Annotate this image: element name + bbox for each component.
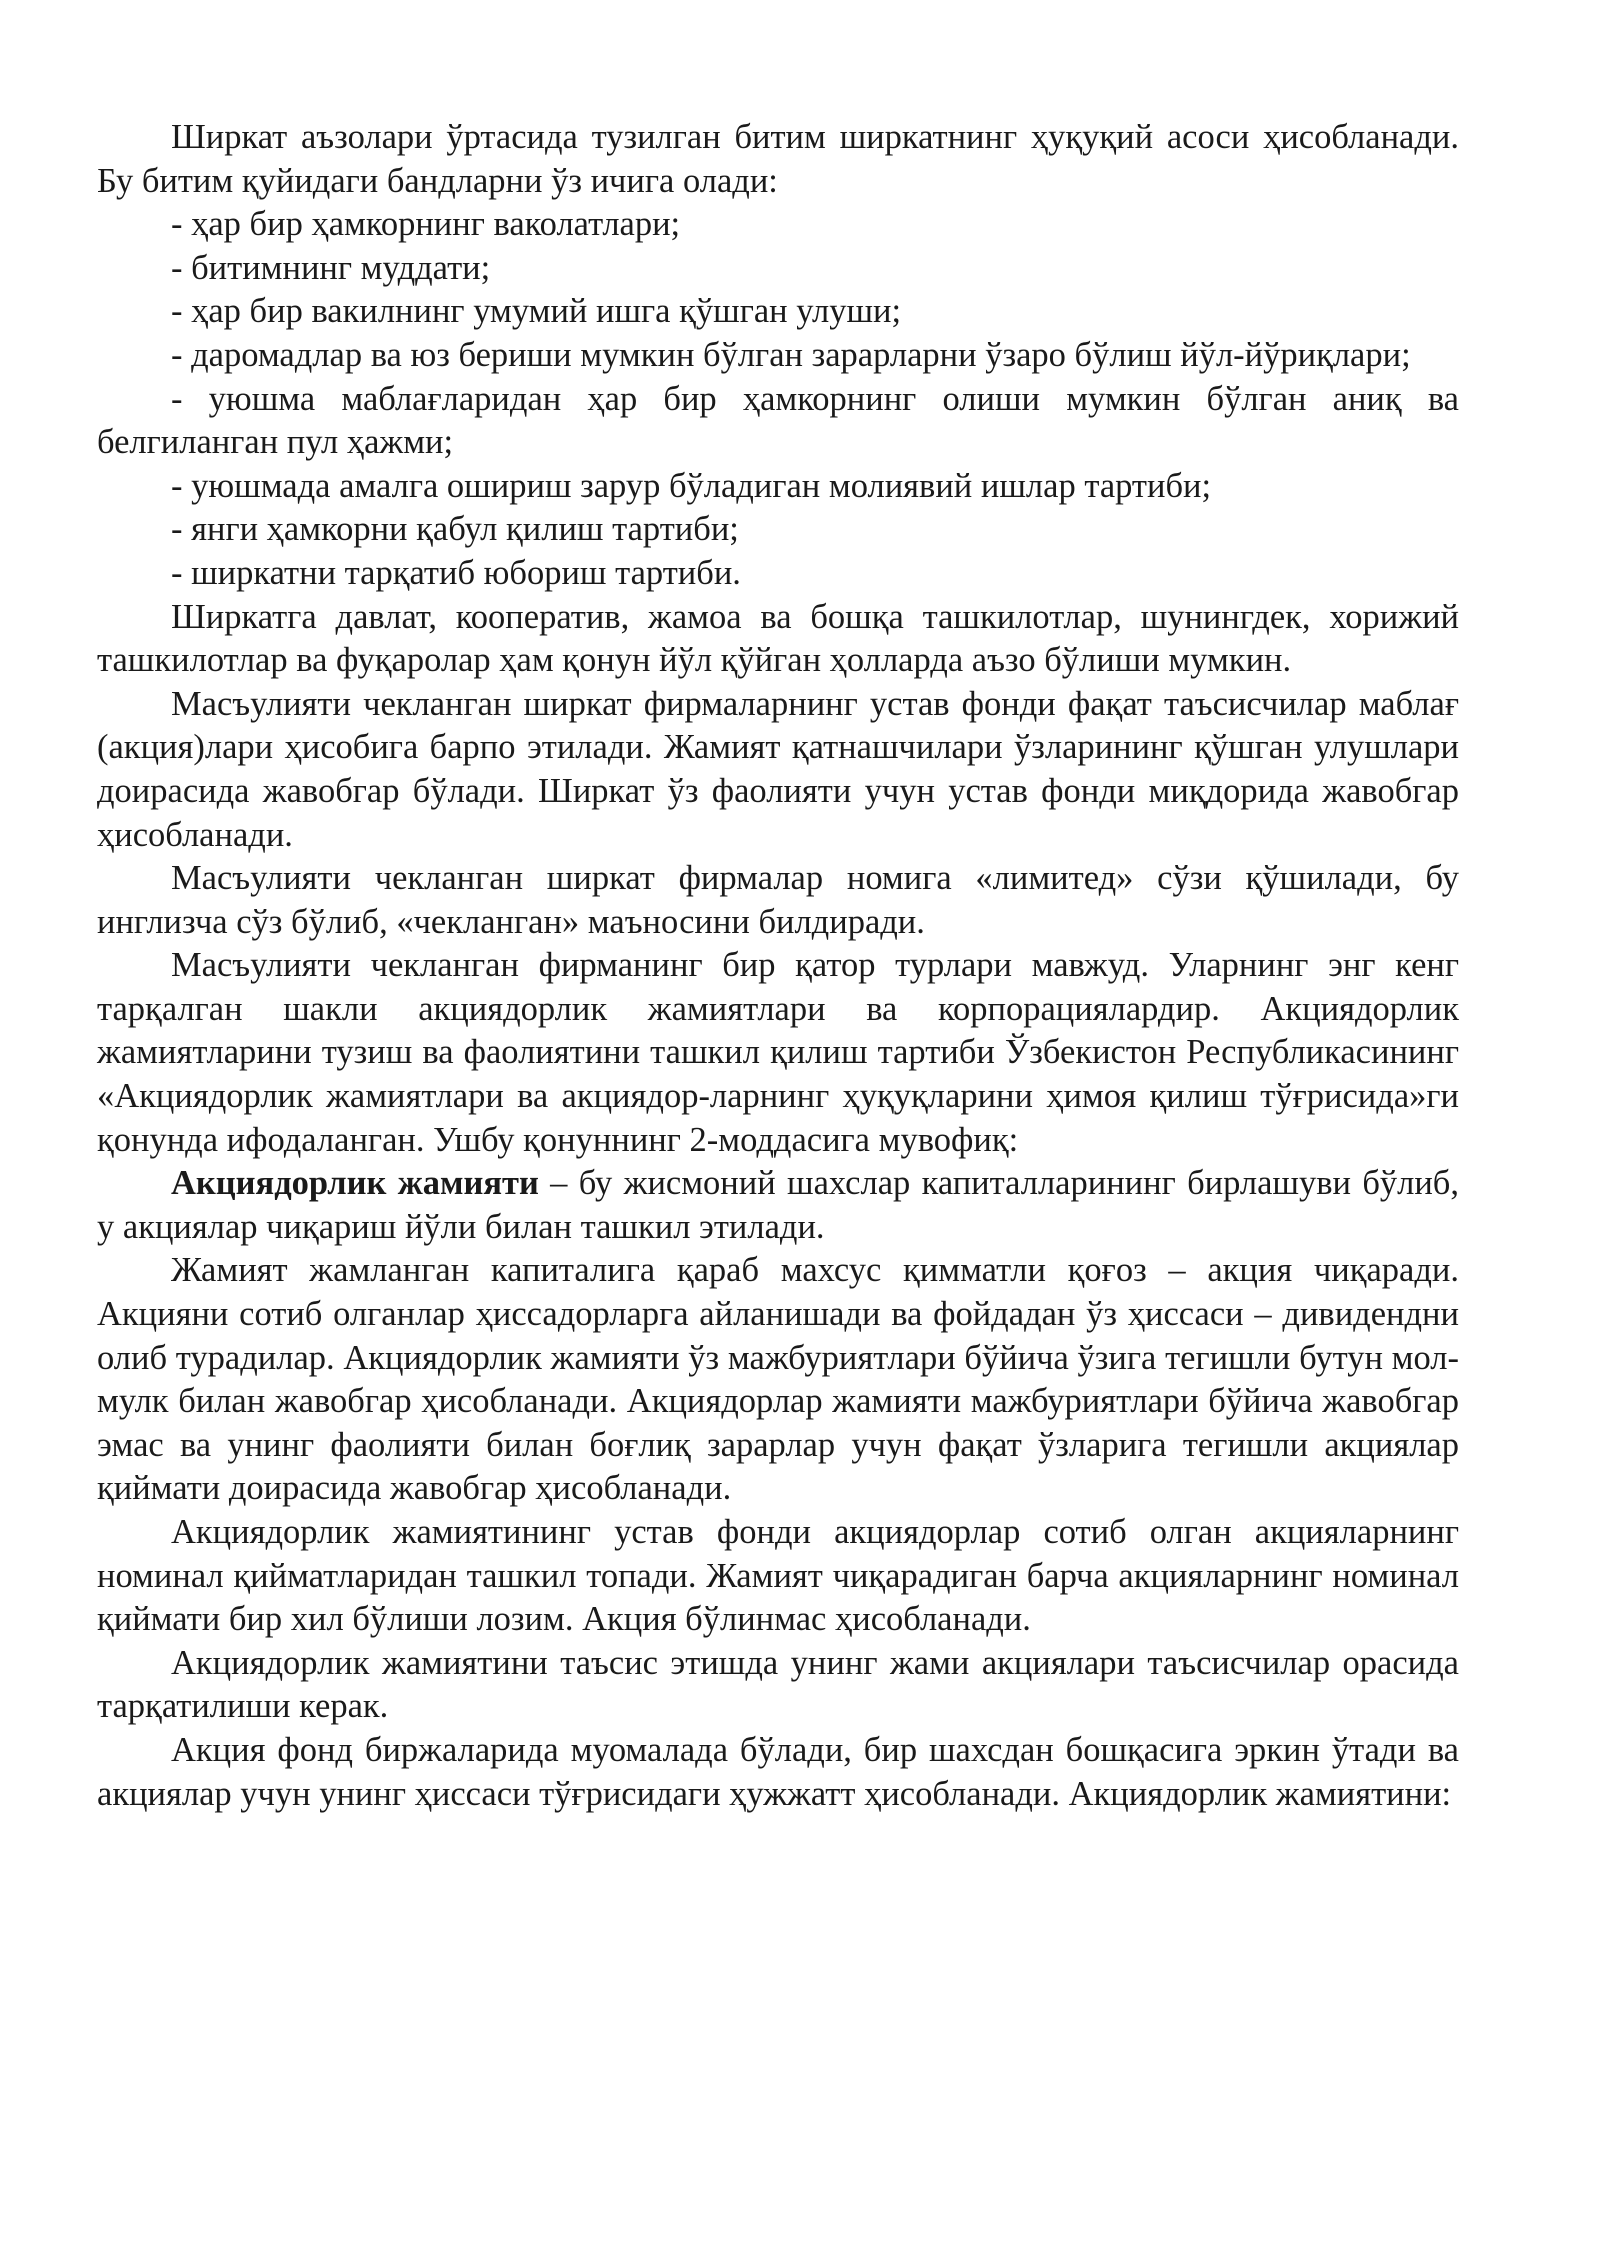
paragraph-types: Масъулияти чекланган фирманинг бир қатор турлари мавжуд. Уларнинг энг кенг тарқалган шакли акциядорлик жамиятлари ва корпорациялардир. Акциядорлик жамиятларини тузиш ва фаолиятини ташкил қилиш тартиби Ўзбекистон Республикасининг «Акциядорлик жамиятлари ва акциядор-ларнинг ҳуқуқларини ҳимоя қилиш тўғрисида»ги қонунда ифодаланган. Ушбу қонуннинг 2-моддасига мувофиқ:	[97, 946, 1459, 1159]
list-item: - ҳар бир вакилнинг умумий ишга қўшган улуши;	[171, 292, 902, 331]
list-item: - ҳар бир ҳамкорнинг ваколатлари;	[171, 205, 681, 244]
paragraph-limited-name: Масъулияти чекланган ширкат фирмалар номига «лимитед» сўзи қўшилади, бу инглизча сўз бўлиб, «чекланган» маъносини билдиради.	[97, 859, 1459, 941]
definition-term: Акциядорлик жамияти	[171, 1164, 539, 1203]
list-item: - даромадлар ва юз бериши мумкин бўлган зарарларни ўзаро бўлиш йўл-йўриқлари;	[171, 335, 1411, 374]
paragraph-founding: Акциядорлик жамиятини таъсис этишда унинг жами акциялари таъсисчилар орасида тарқатилиши керак.	[97, 1643, 1459, 1726]
list-item: - янги ҳамкорни қабул қилиш тартиби;	[171, 510, 739, 549]
document-page	[97, 116, 1459, 1816]
definition-text: – бу жисмоний шахслар капиталларининг бирлашуви бўлиб, у акциялар чиқариш йўли билан ташкил этилади.	[97, 1164, 1459, 1246]
paragraph-intro: Ширкат аъзолари ўртасида тузилган битим ширкатнинг ҳуқуқий асоси ҳисобланади. Бу битим қуйидаги бандларни ўз ичига олади:	[97, 118, 1459, 200]
paragraph-members: Ширкатга давлат, кооператив, жамоа ва бошқа ташкилотлар, шунингдек, хорижий ташкилотлар ва фуқаролар ҳам қонун йўл қўйган ҳолларда аъзо бўлиши мумкин.	[97, 597, 1459, 680]
list-item: - битимнинг муддати;	[171, 248, 491, 287]
list-item: - ширкатни тарқатиб юбориш тартиби.	[171, 553, 741, 592]
list-item: - уюшмада амалга ошириш зарур бўладиган молиявий ишлар тартиби;	[171, 466, 1212, 505]
paragraph-exchange: Акция фонд биржаларида муомалада бўлади, бир шахсдан бошқасига эркин ўтади ва акциялар учун унинг ҳиссаси тўғрисидаги ҳужжатт ҳисобланади. Акциядорлик жамиятини:	[97, 1730, 1459, 1813]
paragraph-definition	[97, 1162, 1459, 1249]
paragraph-shares: Жамият жамланган капиталига қараб махсус қимматли қоғоз – акция чиқаради. Акцияни сотиб олганлар ҳиссадорларга айланишади ва фойдадан ўз ҳиссаси – дивидендни олиб турадилар. Акциядорлик жамияти ўз мажбуриятлари бўйича ўзига тегишли бутун мол-мулк билан жавобгар ҳисобланади. Акциядорлар жамияти мажбуриятлари бўйича жавобгар эмас ва унинг фаолияти билан боғлиқ зарарлар учун фақат ўзларига тегишли акциялар қиймати доирасида жавобгар ҳисобланади.	[97, 1251, 1459, 1508]
paragraph-limited-fund: Масъулияти чекланган ширкат фирмаларнинг устав фонди фақат таъсисчилар маблағ (акция)лари ҳисобига барпо этилади. Жамият қатнашчилари ўзларининг қўшган улушлари доирасида жавобгар бўлади. Ширкат ўз фаолияти учун устав фонди миқдорида жавобгар ҳисобланади.	[97, 684, 1459, 854]
paragraph-charter: Акциядорлик жамиятининг устав фонди акциядорлар сотиб олган акцияларнинг номинал қийматларидан ташкил топади. Жамият чиқарадиган барча акцияларнинг номинал қиймати бир хил бўлиши лозим. Акция бўлинмас ҳисобланади.	[97, 1513, 1459, 1639]
list-item: - уюшма маблағларидан ҳар бир ҳамкорнинг олиши мумкин бўлган аниқ ва белгиланган пул ҳажми;	[97, 379, 1459, 462]
